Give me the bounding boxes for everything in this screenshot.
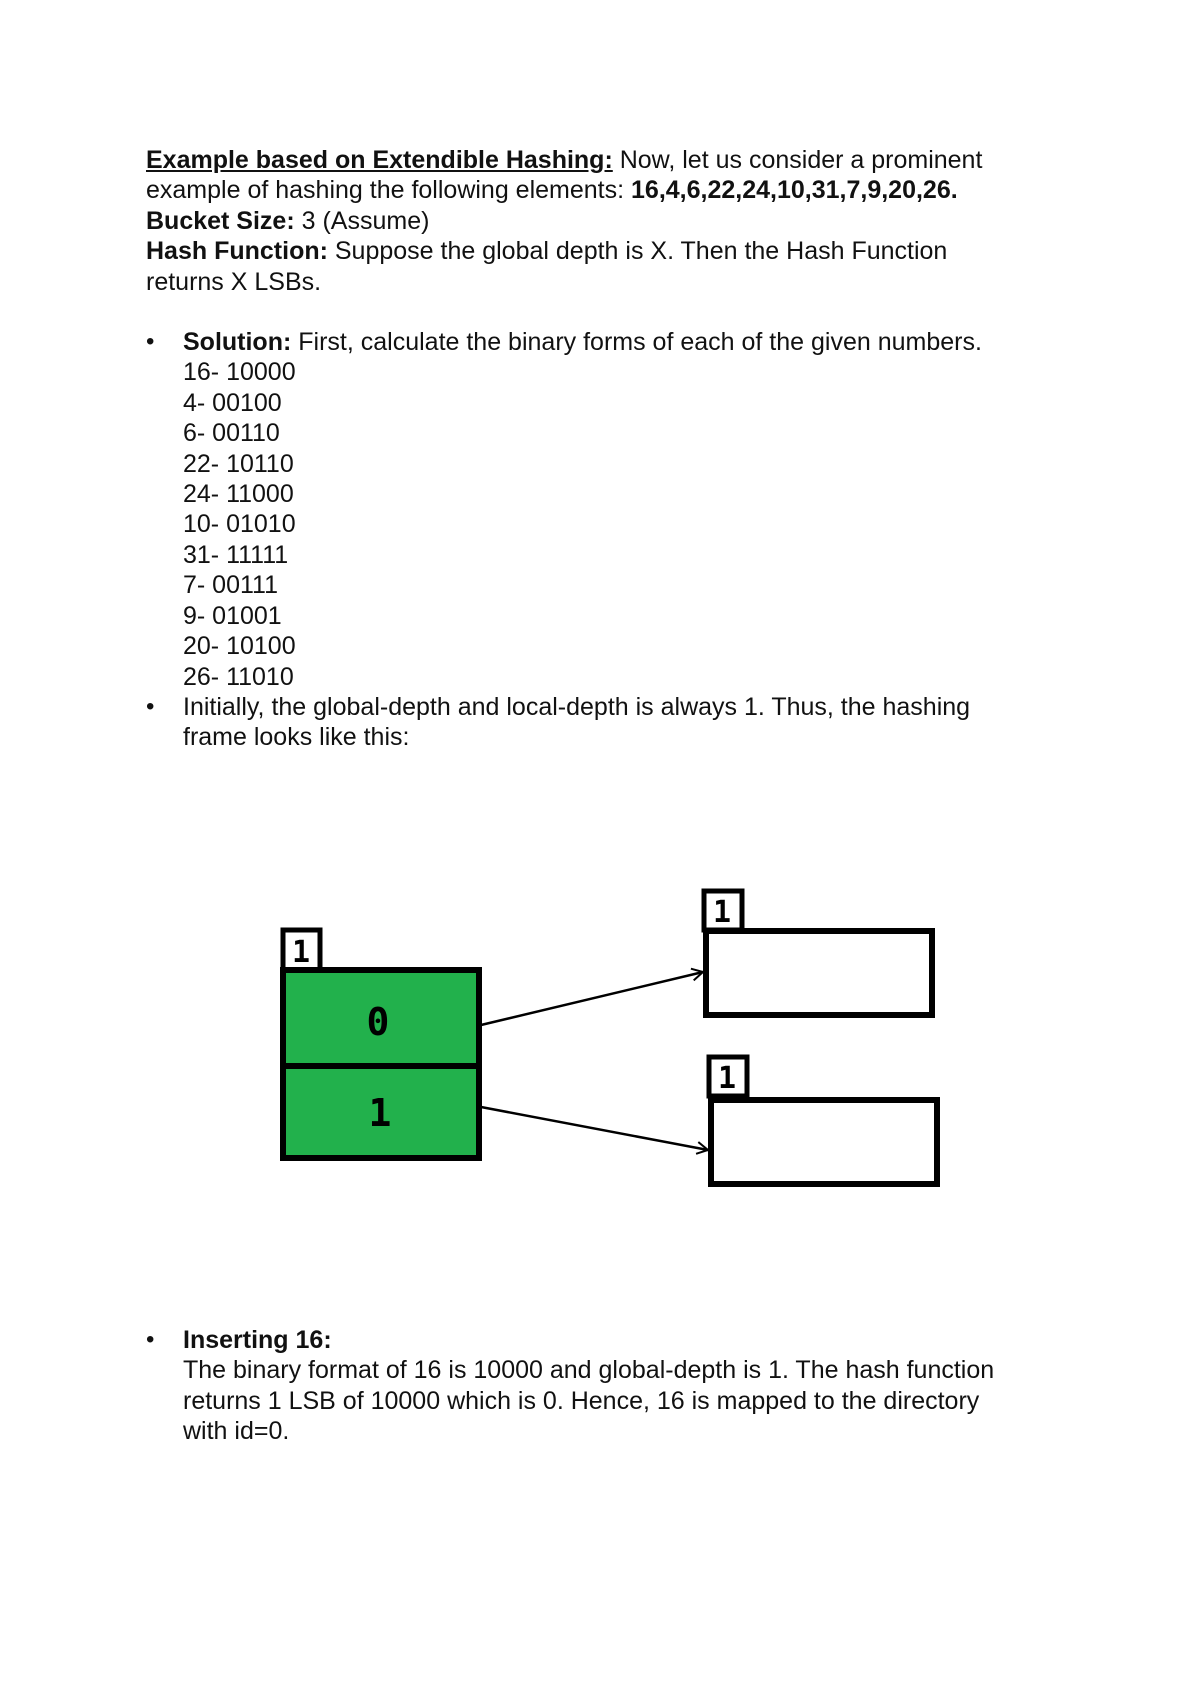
solution-label: Solution: xyxy=(183,328,292,357)
bucket-size-value: 3 (Assume) xyxy=(294,206,430,235)
inserting-title: Inserting 16: xyxy=(183,1326,332,1354)
binary-item: 9- 01001 xyxy=(183,601,282,630)
bullet-icon: • xyxy=(146,1326,155,1353)
binary-item: 6- 00110 xyxy=(183,419,280,448)
directory-id-1: 1 xyxy=(368,1091,392,1135)
bucket-1 xyxy=(711,1100,937,1184)
binary-item: 10- 01010 xyxy=(183,510,296,539)
heading-rest: Now, let us consider a prominent xyxy=(612,146,983,174)
inserting-item xyxy=(146,1325,1076,1447)
bucket-1-depth: 1 xyxy=(717,1061,737,1096)
inserting-line-2: returns 1 LSB of 10000 which is 0. Hence, 16 is mapped to the directory xyxy=(183,1386,980,1415)
inserting-line-1: The binary format of 16 is 10000 and global-depth is 1. The hash function xyxy=(183,1356,995,1385)
elements-list: 16,4,6,22,24,10,31,7,9,20,26. xyxy=(631,176,958,205)
pointer-arrow-0 xyxy=(481,972,703,1025)
binary-item: 24- 11000 xyxy=(183,480,294,509)
binary-item: 16- 10000 xyxy=(183,358,296,387)
binary-item: 31- 11111 xyxy=(183,540,289,569)
bullet-icon: • xyxy=(146,328,155,356)
solution-text: First, calculate the binary forms of each of the given numbers. xyxy=(291,328,982,357)
inserting-line-3: with id=0. xyxy=(183,1417,290,1446)
initial-line-1: Initially, the global-depth and local-depth is always 1. Thus, the hashing xyxy=(183,692,971,721)
hash-function-line-2: returns X LSBs. xyxy=(146,267,322,296)
binary-item: 22- 10110 xyxy=(183,449,294,478)
bucket-0 xyxy=(706,931,932,1015)
hash-function-text: Suppose the global depth is X. Then the Hash Function xyxy=(327,237,948,266)
example-heading: Example based on Extendible Hashing: xyxy=(146,146,613,174)
pointer-arrow-1 xyxy=(481,1107,708,1150)
directory-id-0: 0 xyxy=(366,1000,390,1044)
global-depth-value: 1 xyxy=(291,935,311,970)
binary-item: 4- 00100 xyxy=(183,388,282,417)
binary-item: 20- 10100 xyxy=(183,632,296,661)
initial-line-2: frame looks like this: xyxy=(183,723,410,752)
hash-function-label: Hash Function: xyxy=(146,237,328,266)
binary-item: 7- 00111 xyxy=(183,571,278,600)
inserting-section xyxy=(146,1325,1076,1447)
bucket-size-label: Bucket Size: xyxy=(146,206,295,235)
binary-item: 26- 11010 xyxy=(183,662,294,691)
elements-prefix: example of hashing the following elements: xyxy=(146,176,632,205)
bucket-0-depth: 1 xyxy=(712,895,732,930)
bullet-icon: • xyxy=(146,692,155,720)
